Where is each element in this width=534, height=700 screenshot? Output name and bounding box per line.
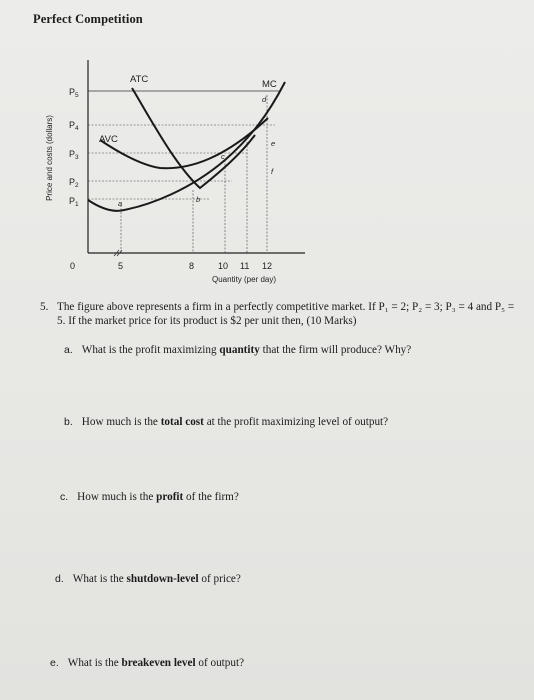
subquestion-label: c.	[60, 491, 69, 503]
point-label-a: a	[118, 199, 123, 208]
price-label-p5: $P_5$	[69, 87, 79, 99]
x-tick-11: 11	[240, 261, 250, 271]
price-label-p2: $P_2$	[69, 177, 79, 189]
page-title: Perfect Competition	[33, 12, 143, 26]
subquestion-label: a.	[64, 344, 73, 356]
point-label-b: b	[196, 195, 201, 204]
atc-label: ATC	[130, 74, 149, 85]
subquestion-label: e.	[50, 657, 59, 669]
price-label-p3: $P_3$	[69, 149, 79, 161]
subquestion-label: d.	[55, 573, 64, 585]
subquestion-c: c. How much is the profit of the firm?	[60, 491, 239, 503]
subquestion-d: d. What is the shutdown-level of price?	[55, 573, 241, 585]
question-5	[40, 300, 515, 328]
point-label-c: c	[221, 152, 225, 161]
x-tick-8: 8	[189, 261, 195, 271]
price-label-p1: $P_1$	[69, 196, 79, 208]
y-axis-label: Price and costs (dollars)	[45, 115, 54, 201]
x-tick-0: 0	[70, 261, 76, 271]
subquestion-a: a. What is the profit maximizing quantity that the firm will produce? Why?	[64, 344, 412, 356]
question-text: The figure above represents a firm in a perfectly competitive market. If P₁ = 2; P₂ = 3; P₃ = 4 and P₅ = 5. If the market price for its product is $2 per unit then, (10 Marks)	[57, 301, 515, 327]
point-label-e: e	[271, 139, 276, 148]
point-label-d: d	[262, 95, 267, 104]
subquestion-e: e. What is the breakeven level of output?	[50, 657, 245, 669]
x-tick-5: 5	[118, 261, 124, 271]
cost-curves-figure	[0, 0, 534, 300]
subquestion-label: b.	[64, 416, 73, 428]
x-tick-10: 10	[218, 261, 229, 271]
mc-curve	[88, 82, 285, 211]
mc-label: MC	[262, 79, 277, 90]
atc-curve	[132, 88, 255, 188]
x-axis-label: Quantity (per day)	[212, 275, 277, 284]
price-label-p4: $P_4$	[69, 120, 79, 132]
point-label-f: f	[271, 167, 274, 176]
subquestion-b: b. How much is the total cost at the profit maximizing level of output?	[64, 416, 389, 428]
avc-label: AVC	[99, 134, 118, 145]
x-tick-12: 12	[262, 261, 273, 271]
question-number: 5.	[40, 301, 49, 313]
